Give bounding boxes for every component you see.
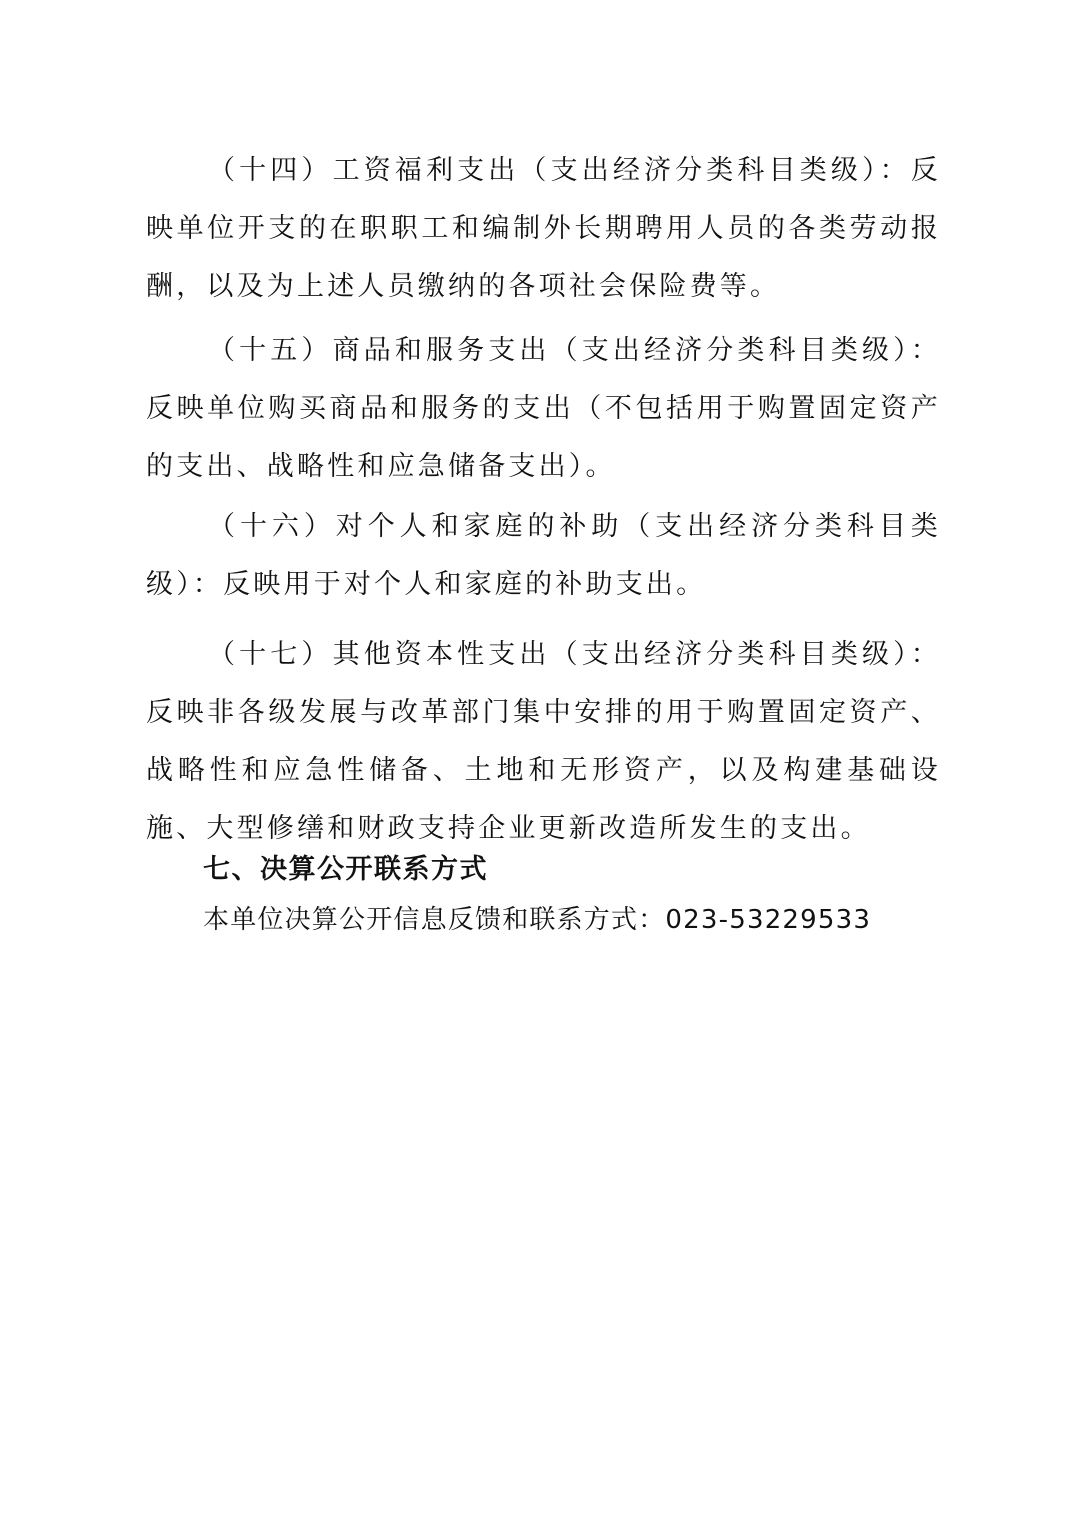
- contact-heading: 七、决算公开联系方式: [203, 854, 488, 885]
- definition-household-subsidy: （十六）对个人和家庭的补助（支出经济分类科目类级）：反映用于对个人和家庭的补助支出。: [146, 511, 941, 600]
- contact-info: 本单位决算公开信息反馈和联系方式：023-53229533: [203, 905, 872, 935]
- definition-other-capital: （十七）其他资本性支出（支出经济分类科目类级）：反映非各级发展与改革部门集中安排的用于购置固定资产、战略性和应急性储备、土地和无形资产，以及构建基础设施、大型修缮和财政支持企业更新改造所发生的支出。: [146, 639, 941, 844]
- definition-goods-services: （十五）商品和服务支出（支出经济分类科目类级）：反映单位购买商品和服务的支出（不包括用于购置固定资产的支出、战略性和应急储备支出）。: [146, 335, 941, 482]
- definition-wage-welfare: （十四）工资福利支出（支出经济分类科目类级）：反映单位开支的在职职工和编制外长期聘用人员的各类劳动报酬，以及为上述人员缴纳的各项社会保险费等。: [146, 155, 941, 302]
